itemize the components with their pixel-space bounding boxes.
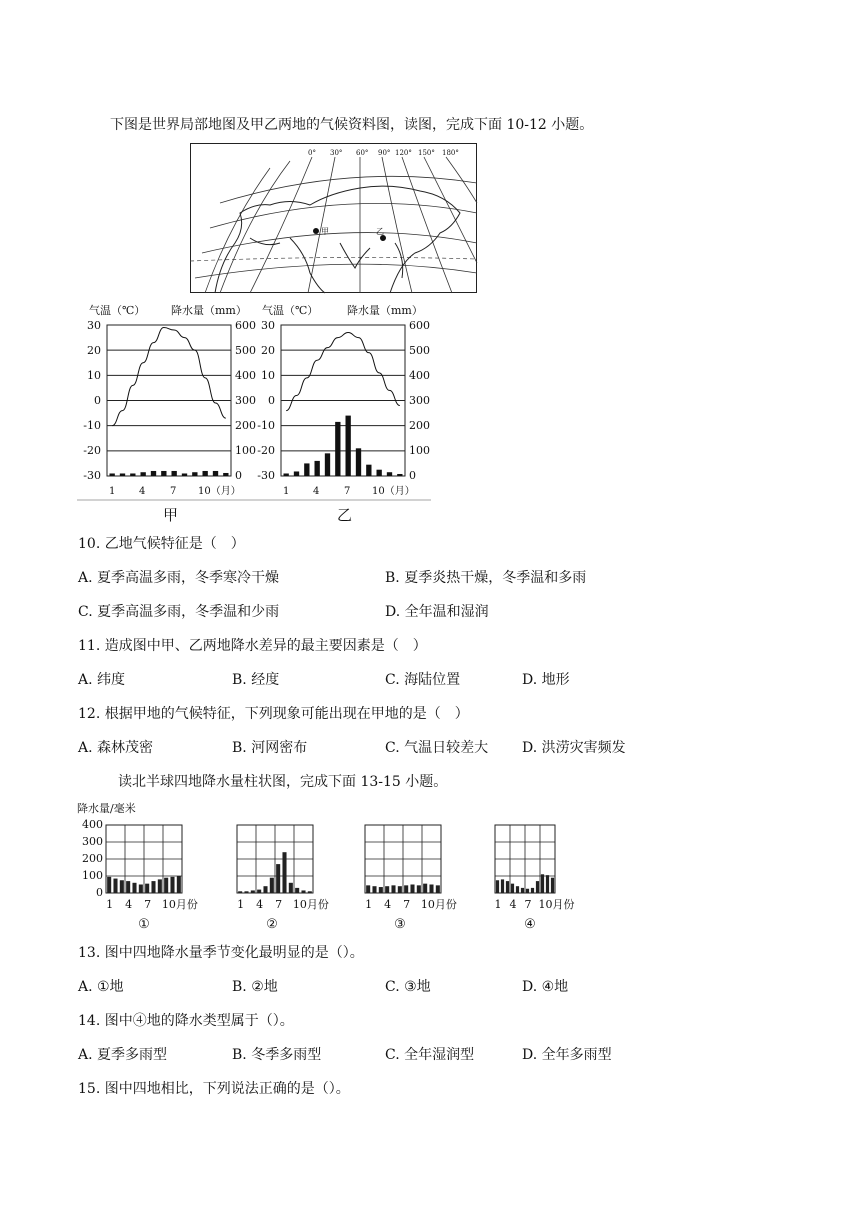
precip-month-bar — [398, 886, 402, 893]
svg-text:30: 30 — [261, 319, 275, 332]
q10-option-d[interactable]: D. 全年温和湿润 — [385, 604, 489, 620]
precip-captions — [138, 917, 536, 932]
precip-bar — [110, 473, 115, 476]
temp-lines — [112, 328, 400, 426]
svg-text:10（月）: 10（月） — [198, 486, 241, 497]
precip-x-tick: 10月份 — [292, 898, 329, 911]
svg-text:1: 1 — [109, 486, 116, 497]
precip-month-bar — [270, 878, 274, 893]
precip-bar — [346, 416, 351, 476]
longitude-label: 30° — [330, 149, 343, 157]
precip-bar — [182, 473, 187, 476]
temp-axis-label: 气温（℃） — [262, 304, 319, 317]
svg-text:100: 100 — [409, 444, 430, 457]
q13-option-b[interactable]: B. ②地 — [232, 979, 278, 995]
point-label: 甲 — [321, 227, 329, 236]
precip-bars — [107, 852, 554, 893]
precip-bar — [356, 448, 361, 476]
precip-x-tick: 10月份 — [538, 898, 575, 911]
precip-bar — [213, 471, 218, 476]
precip-x-tick: 7 — [403, 898, 411, 911]
precip-month-bar — [551, 878, 554, 893]
precip-month-bar — [531, 888, 534, 893]
temp-line — [112, 328, 226, 426]
precip-x-tick: 7 — [144, 898, 152, 911]
world-map — [190, 143, 477, 293]
precip-month-bar — [238, 891, 242, 893]
precip-month-bar — [501, 879, 504, 893]
precip-x-tick: 1 — [494, 898, 502, 911]
precip-month-bar — [436, 885, 440, 893]
gridlines — [107, 350, 405, 451]
precip-x-tick: 4 — [509, 898, 517, 911]
svg-text:10（月）: 10（月） — [372, 486, 415, 497]
q11-option-a[interactable]: A. 纬度 — [78, 672, 126, 688]
q13-option-c[interactable]: C. ③地 — [385, 979, 431, 995]
svg-text:0: 0 — [268, 394, 275, 407]
precip-x-tick: 1 — [237, 898, 245, 911]
precip-ticks-yi — [409, 319, 430, 482]
q11-option-c[interactable]: C. 海陆位置 — [385, 672, 461, 688]
precip-month-bar — [417, 885, 421, 893]
precip-x-tick: 1 — [106, 898, 114, 911]
precip-bar — [223, 473, 228, 476]
precip-month-bar — [170, 877, 174, 893]
svg-text:400: 400 — [235, 369, 256, 382]
precip-x-tick: 4 — [125, 898, 133, 911]
precip-month-bar — [372, 886, 376, 893]
precip-month-bar — [107, 877, 111, 893]
precip-month-bar — [546, 875, 549, 893]
precip-x-tick: 10月份 — [161, 898, 198, 911]
precip-month-bar — [391, 885, 395, 893]
precip-month-bar — [295, 888, 299, 893]
q11-option-d[interactable]: D. 地形 — [522, 672, 570, 688]
precip-bar — [192, 472, 197, 476]
precip-bar — [315, 461, 320, 476]
longitude-label: 60° — [356, 149, 369, 157]
longitude-label: 120° — [395, 149, 412, 157]
precip-x-tick: 10月份 — [420, 898, 457, 911]
precip-month-bar — [385, 886, 389, 893]
longitude-label: 150° — [418, 149, 435, 157]
svg-text:30: 30 — [87, 319, 101, 332]
precip-bar — [294, 471, 299, 476]
precip-month-bar — [139, 885, 143, 894]
precip-charts — [75, 800, 575, 935]
q14-option-d[interactable]: D. 全年多雨型 — [522, 1047, 612, 1063]
svg-text:300: 300 — [235, 394, 256, 407]
precip-month-bar — [126, 881, 130, 893]
svg-text:0: 0 — [94, 394, 101, 407]
precip-caption-1: ① — [138, 917, 150, 932]
precip-ylabel: 降水量/毫米 — [77, 802, 136, 815]
temp-ticks-jia — [83, 319, 101, 482]
svg-text:-20: -20 — [257, 444, 275, 457]
precip-month-bar — [516, 886, 519, 893]
intro-text-1: 下图是世界局部地图及甲乙两地的气候资料图，读图，完成下面 10-12 小题。 — [110, 117, 594, 133]
precip-bar — [325, 453, 330, 476]
precip-month-bar — [521, 888, 524, 893]
precip-bars — [110, 416, 403, 476]
precip-month-bar — [257, 890, 261, 893]
q12-option-d[interactable]: D. 洪涝灾害频发 — [522, 740, 626, 756]
point-label: 乙 — [376, 227, 384, 236]
x-ticks-yi — [283, 485, 415, 497]
precip-month-bar — [145, 884, 149, 893]
q14-option-b[interactable]: B. 冬季多雨型 — [232, 1047, 322, 1063]
x-ticks-jia — [109, 485, 241, 497]
precip-axis-label: 降水量（mm） — [171, 304, 247, 317]
precip-month-bar — [404, 885, 408, 893]
svg-text:200: 200 — [235, 419, 256, 432]
precip-bar — [377, 470, 382, 476]
svg-text:600: 600 — [409, 319, 430, 332]
precip-bar — [203, 471, 208, 476]
precip-month-bar — [282, 852, 286, 893]
precip-x-tick: 4 — [256, 898, 264, 911]
precip-month-bar — [496, 880, 499, 893]
q14-option-c[interactable]: C. 全年湿润型 — [385, 1047, 475, 1063]
precip-month-bar — [423, 884, 427, 893]
svg-text:-20: -20 — [83, 444, 101, 457]
svg-text:0: 0 — [409, 469, 416, 482]
temp-ticks-yi — [257, 319, 275, 482]
precip-x-tick: 7 — [275, 898, 283, 911]
precip-bar — [304, 463, 309, 476]
precip-month-bar — [410, 885, 414, 894]
chart-caption-yi: 乙 — [337, 506, 353, 524]
precip-caption-3: ③ — [394, 917, 406, 932]
intro-text-2: 读北半球四地降水量柱状图，完成下面 13-15 小题。 — [118, 774, 448, 790]
precip-month-bar — [177, 876, 181, 893]
svg-text:20: 20 — [261, 344, 275, 357]
precip-bar — [284, 473, 289, 476]
svg-text:-30: -30 — [257, 469, 275, 482]
precip-x-tick: 4 — [384, 898, 392, 911]
precip-month-bar — [276, 864, 280, 893]
precip-month-bar — [151, 881, 155, 893]
precip-month-bar — [536, 881, 539, 893]
precip-month-bar — [506, 881, 509, 893]
precip-month-bar — [244, 891, 248, 893]
svg-text:10: 10 — [261, 369, 275, 382]
precip-bar — [130, 473, 135, 476]
svg-text:4: 4 — [313, 486, 320, 497]
svg-text:7: 7 — [344, 486, 351, 497]
precip-month-bar — [113, 879, 117, 893]
svg-text:200: 200 — [82, 852, 103, 865]
precip-bar — [366, 465, 371, 476]
svg-text:100: 100 — [82, 869, 103, 882]
svg-text:500: 500 — [235, 344, 256, 357]
precip-month-bar — [132, 883, 136, 893]
precip-bar — [120, 473, 125, 476]
q13-stem: 13. 图中四地降水量季节变化最明显的是（）。 — [78, 945, 364, 961]
precip-x-tick: 7 — [524, 898, 532, 911]
svg-text:200: 200 — [409, 419, 430, 432]
chart-caption-jia: 甲 — [163, 506, 179, 524]
svg-text:300: 300 — [409, 394, 430, 407]
svg-text:400: 400 — [409, 369, 430, 382]
svg-text:0: 0 — [96, 886, 103, 899]
svg-text:300: 300 — [82, 835, 103, 848]
precip-bar — [141, 472, 146, 476]
svg-text:500: 500 — [409, 344, 430, 357]
q11-option-b[interactable]: B. 经度 — [232, 672, 280, 688]
precip-caption-4: ④ — [524, 917, 536, 932]
precip-month-bar — [366, 885, 370, 893]
svg-text:20: 20 — [87, 344, 101, 357]
longitude-label: 90° — [378, 149, 391, 157]
precip-bar — [161, 471, 166, 476]
precip-bar — [397, 474, 402, 476]
precip-month-bar — [120, 880, 124, 893]
q11-stem: 11. 造成图中甲、乙两地降水差异的最主要因素是（ ） — [78, 638, 427, 654]
svg-text:0: 0 — [235, 469, 242, 482]
svg-text:10: 10 — [87, 369, 101, 382]
svg-text:-30: -30 — [83, 469, 101, 482]
precip-y-ticks — [82, 818, 103, 899]
point-jia — [313, 228, 319, 234]
svg-text:7: 7 — [170, 486, 177, 497]
precip-bar — [335, 422, 340, 476]
q15-stem: 15. 图中四地相比，下列说法正确的是（）。 — [78, 1081, 350, 1097]
q14-option-a[interactable]: A. 夏季多雨型 — [78, 1047, 168, 1063]
precip-bar — [387, 472, 392, 476]
precip-month-bar — [526, 889, 529, 893]
precip-month-bar — [541, 874, 544, 893]
svg-text:-10: -10 — [257, 419, 275, 432]
precip-month-bar — [158, 879, 162, 893]
q10-option-a[interactable]: A. 夏季高温多雨，冬季寒冷干燥 — [78, 570, 280, 586]
svg-text:4: 4 — [139, 486, 146, 497]
q12-stem: 12. 根据甲地的气候特征，下列现象可能出现在甲地的是（ ） — [78, 706, 469, 722]
precip-month-bar — [251, 890, 255, 893]
svg-text:1: 1 — [283, 486, 290, 497]
precip-month-bar — [429, 885, 433, 894]
precip-bar — [172, 471, 177, 476]
svg-text:600: 600 — [235, 319, 256, 332]
q13-option-d[interactable]: D. ④地 — [522, 979, 569, 995]
precip-axis-label: 降水量（mm） — [347, 304, 423, 317]
temp-axis-label: 气温（℃） — [89, 304, 146, 317]
q10-option-b[interactable]: B. 夏季炎热干燥，冬季温和多雨 — [385, 570, 587, 586]
precip-month-bar — [164, 878, 168, 893]
svg-text:400: 400 — [82, 818, 103, 831]
precip-month-bar — [289, 883, 293, 893]
q12-option-b[interactable]: B. 河网密布 — [232, 740, 308, 756]
q14-stem: 14. 图中④地的降水类型属于（）。 — [78, 1013, 294, 1029]
precip-month-bar — [379, 887, 383, 893]
precip-month-bar — [511, 884, 514, 893]
precip-x-ticks — [106, 898, 574, 911]
q10-option-c[interactable]: C. 夏季高温多雨，冬季温和少雨 — [78, 604, 280, 620]
q13-option-a[interactable]: A. ①地 — [78, 979, 124, 995]
q12-option-c[interactable]: C. 气温日较差大 — [385, 740, 489, 756]
precip-bar — [151, 471, 156, 476]
precip-x-tick: 1 — [365, 898, 373, 911]
longitude-label: 0° — [308, 149, 316, 157]
climate-charts — [75, 298, 445, 528]
precip-caption-2: ② — [266, 917, 278, 932]
q10-stem: 10. 乙地气候特征是（ ） — [78, 536, 245, 552]
svg-text:100: 100 — [235, 444, 256, 457]
precip-month-bar — [263, 886, 267, 893]
temp-line — [286, 333, 400, 411]
svg-text:-10: -10 — [83, 419, 101, 432]
precip-month-bar — [308, 891, 312, 893]
precip-ticks-jia — [235, 319, 256, 482]
longitude-label: 180° — [442, 149, 459, 157]
precip-month-bar — [301, 890, 305, 893]
q12-option-a[interactable]: A. 森林茂密 — [78, 740, 154, 756]
